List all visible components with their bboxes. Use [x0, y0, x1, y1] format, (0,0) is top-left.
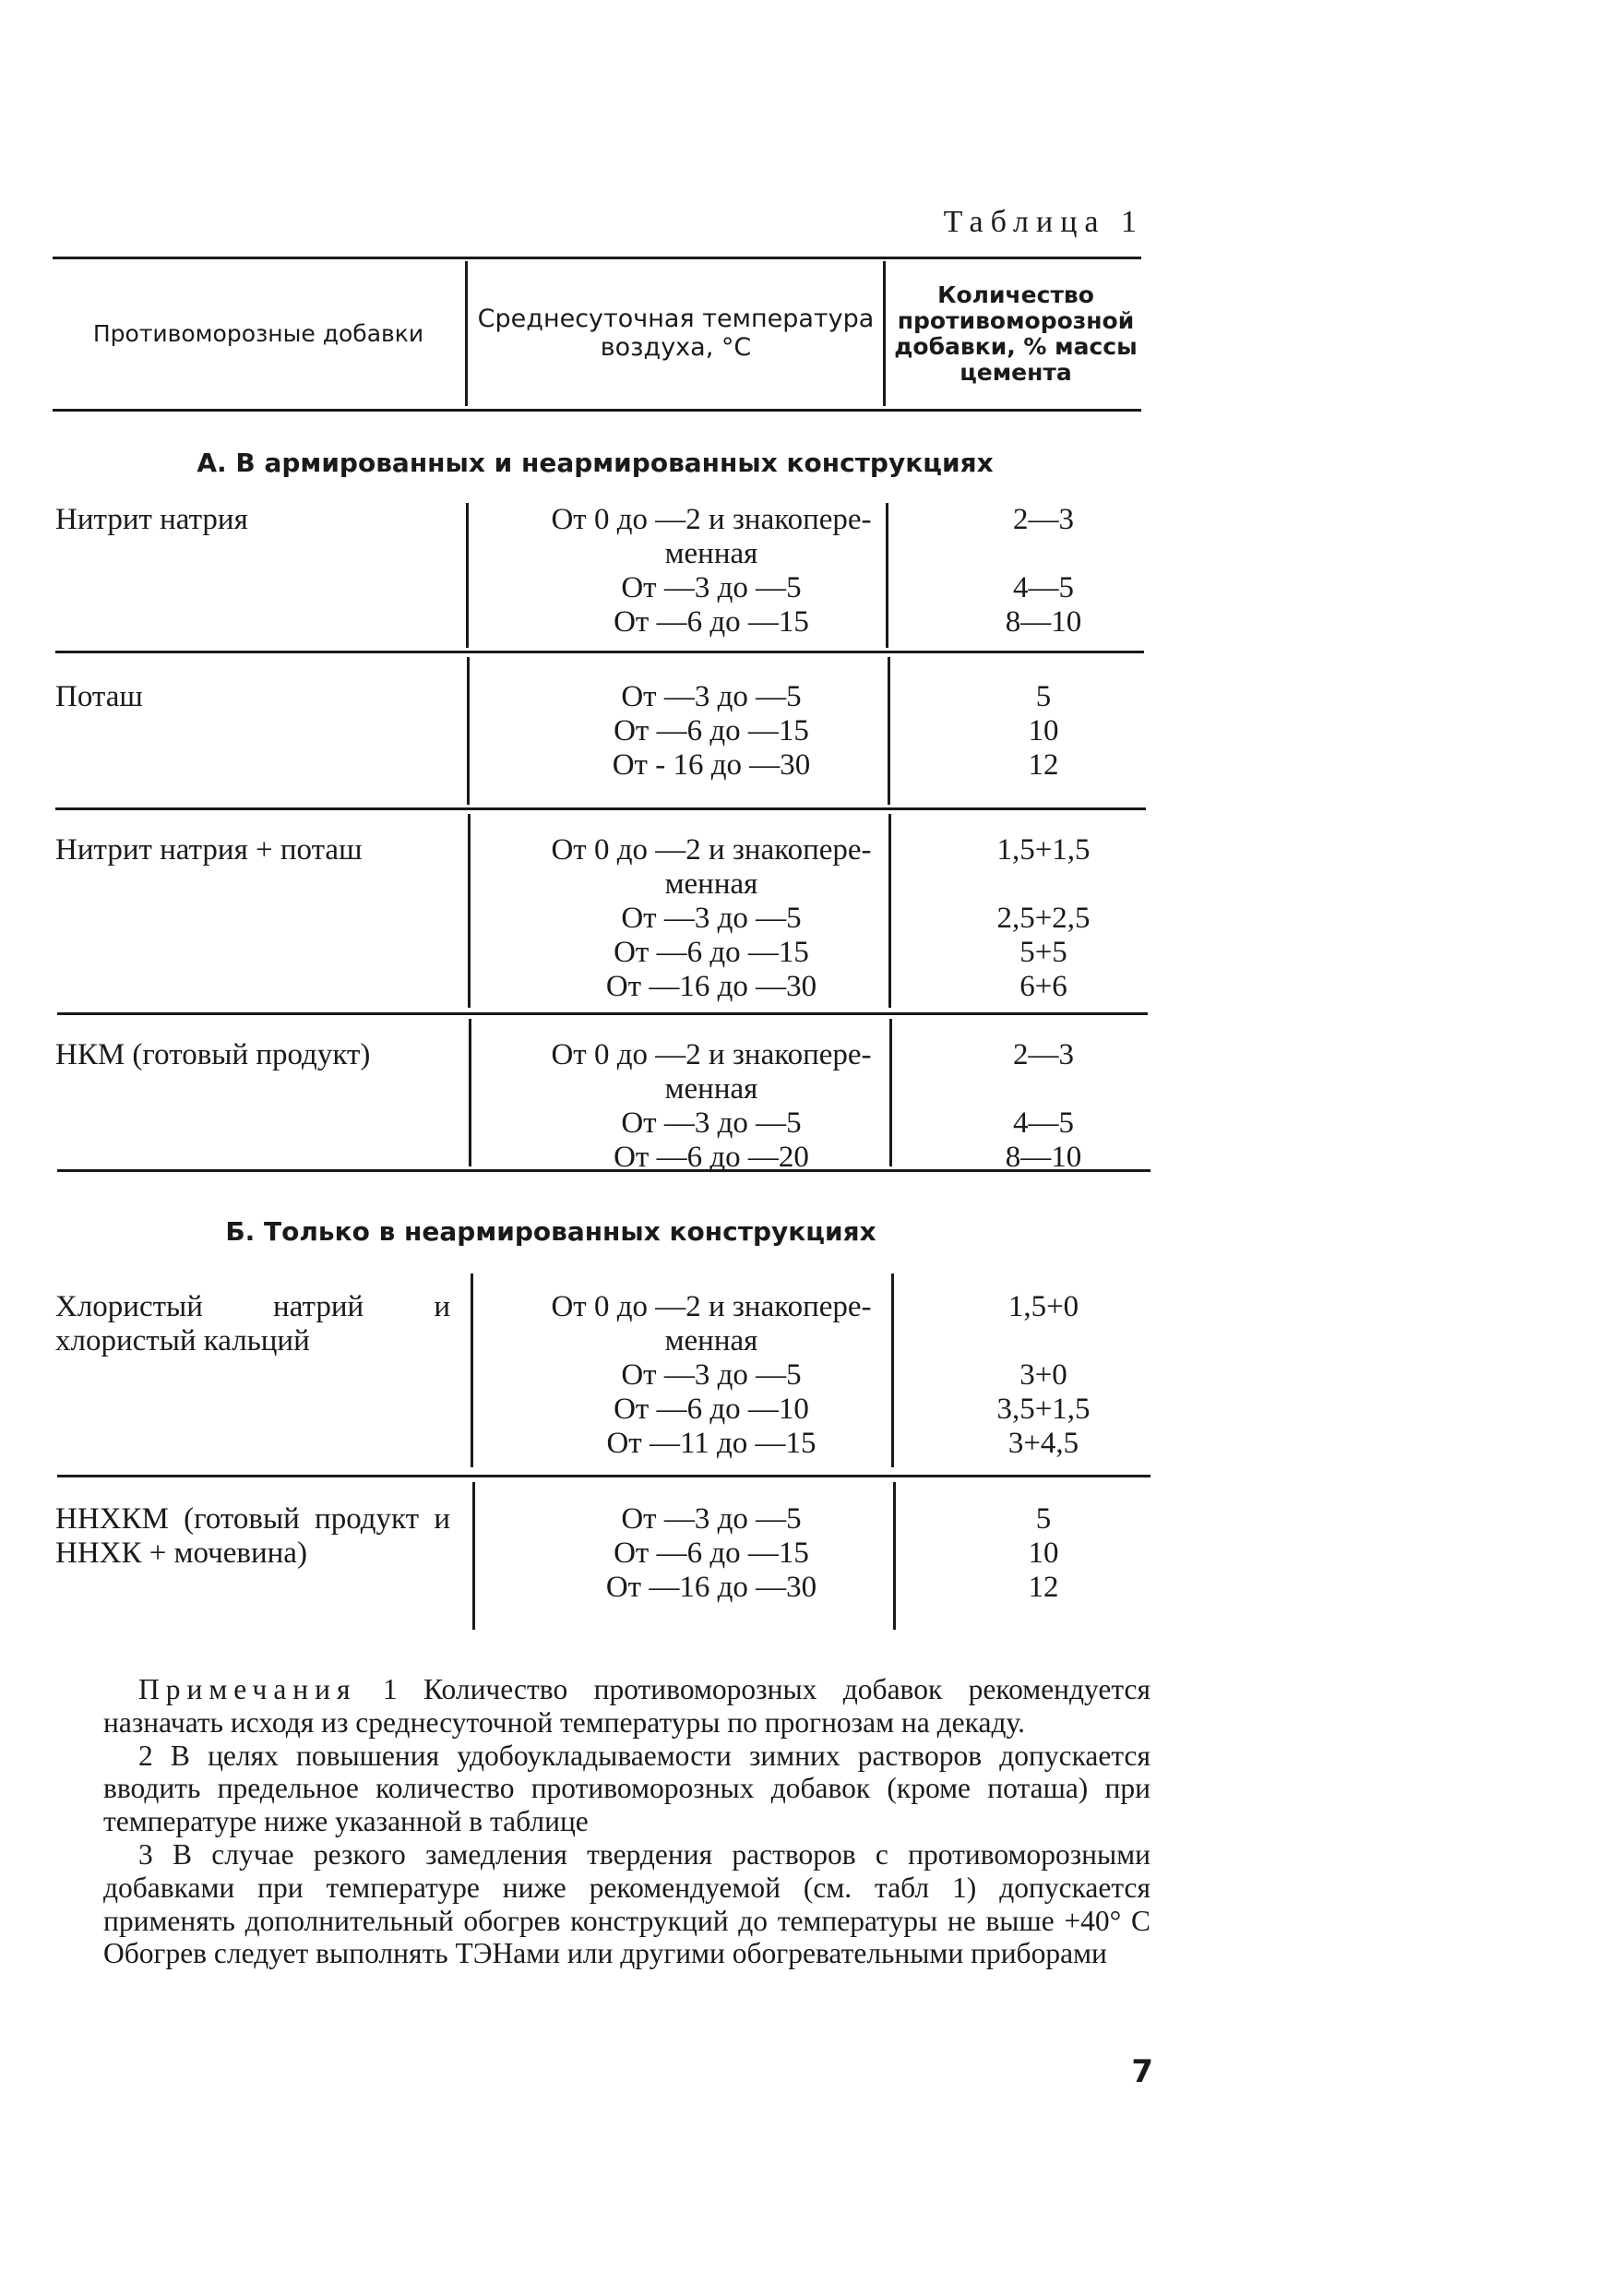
additive-name: Хлористый натрий и хлористый кальций — [55, 1290, 450, 1357]
header-divider-2 — [883, 261, 886, 406]
note-1 — [103, 1673, 1150, 1740]
temperature-cell: От 0 до —2 и знакопере- менная От —3 до —5 От —6 до —10 От —11 до —15 — [551, 1290, 872, 1460]
temperature-cell: От —3 до —5 От —6 до —15 От - 16 до —30 — [612, 680, 811, 782]
temperature-cell: От —3 до —5 От —6 до —15 От —16 до —30 — [605, 1502, 817, 1604]
temperature-cell: От 0 до —2 и знакопере- менная От —3 до —5 От —6 до —15 От —16 до —30 — [551, 833, 872, 1003]
note-2: 2 В целях повышения удобоукладываемости зимних растворов допускается вводить предельное количество противоморозных добавок (кроме поташа) при температуре ниже указанной в таблице — [103, 1739, 1150, 1838]
section-b-title: Б. Только в неармированных конструкциях — [225, 1216, 876, 1247]
column-divider — [467, 657, 470, 805]
additive-name: Нитрит натрия — [55, 503, 248, 536]
column-divider — [469, 1019, 471, 1166]
header-additive: Противоморозные добавки — [92, 319, 424, 347]
temperature-cell: От 0 до —2 и знакопере- менная От —3 до —5 От —6 до —20 — [551, 1038, 872, 1174]
quantity-cell: 1,5+0 3+0 3,5+1,5 3+4,5 — [996, 1290, 1091, 1460]
column-divider — [468, 814, 471, 1008]
temperature-cell: От 0 до —2 и знакопере- менная От —3 до —5 От —6 до —15 — [551, 503, 872, 639]
row-separator — [55, 651, 1144, 653]
row-separator — [57, 1169, 1150, 1172]
column-divider — [888, 657, 890, 805]
additive-name: Нитрит натрия + поташ — [55, 833, 363, 867]
column-divider — [466, 503, 469, 648]
notes-label: Примечания — [138, 1673, 357, 1705]
additive-name: ННХКМ (готовый продукт и ННХК + мочевина) — [55, 1502, 450, 1570]
note-1-text: 1 Количество противоморозных добавок рекомендуется назначать исходя из среднесуточной температуры по прогнозам на декаду. — [103, 1673, 1150, 1739]
column-divider — [893, 1482, 896, 1630]
column-divider — [886, 503, 888, 648]
header-bottom-rule — [53, 409, 1141, 412]
header-top-rule — [53, 257, 1141, 259]
column-divider — [472, 1482, 475, 1630]
row-separator — [55, 807, 1146, 810]
note-3: 3 В случае резкого замедления твердения растворов с противоморозными добавками при температуре ниже рекомендуемой (см. табл 1) допускается применять дополнительный обогрев конструкций до температуры не выше +40° С Обогрев следует выполнять ТЭНами или другими обогревательными приборами — [103, 1837, 1150, 1970]
row-separator — [57, 1012, 1148, 1015]
quantity-cell: 2—3 4—5 8—10 — [1005, 503, 1082, 639]
notes — [103, 1673, 1150, 1970]
page-number: 7 — [1131, 2053, 1153, 2090]
quantity-cell: 5 10 12 — [1028, 1502, 1059, 1604]
header-temperature: Среднесуточная температура воздуха, °С — [477, 305, 875, 362]
header-divider-1 — [465, 261, 468, 406]
section-a-title: А. В армированных и неармированных конструкциях — [197, 448, 994, 478]
header-quantity: Количество противоморозной добавки, % массы цемента — [894, 281, 1138, 386]
table-label: Таблица 1 — [943, 205, 1144, 239]
quantity-cell: 5 10 12 — [1028, 680, 1059, 782]
column-divider — [888, 814, 891, 1008]
column-divider — [471, 1274, 473, 1467]
quantity-cell: 2—3 4—5 8—10 — [1005, 1038, 1082, 1174]
additive-name: Поташ — [55, 680, 143, 713]
additive-name: НКМ (готовый продукт) — [55, 1038, 371, 1071]
column-divider — [889, 1019, 892, 1166]
row-separator — [57, 1475, 1150, 1477]
column-divider — [891, 1274, 894, 1467]
quantity-cell: 1,5+1,5 2,5+2,5 5+5 6+6 — [996, 833, 1091, 1003]
